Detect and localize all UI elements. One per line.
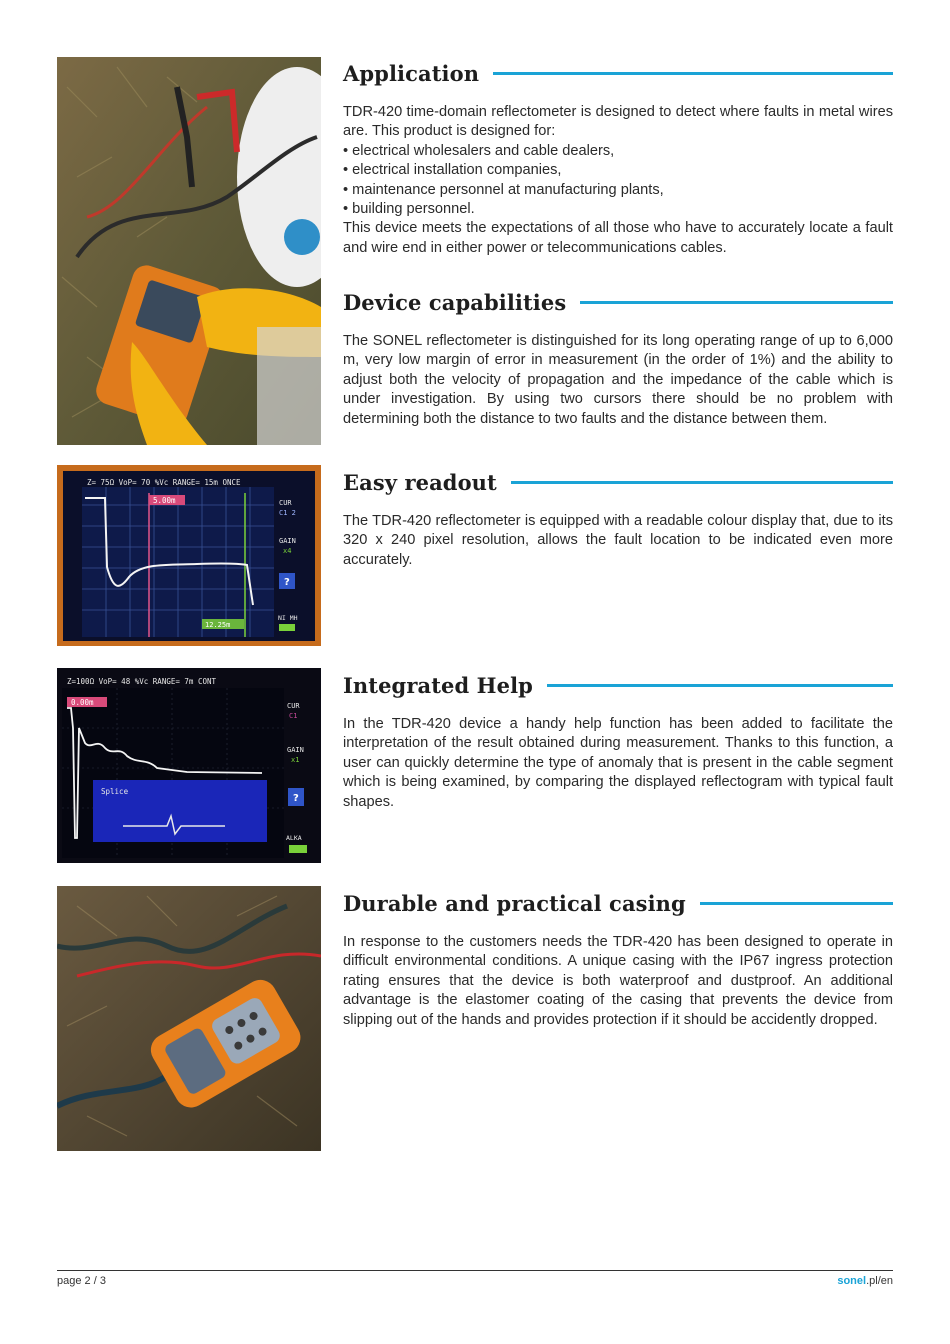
screen1-gain-label: GAIN — [279, 537, 296, 545]
readout-section — [343, 467, 893, 570]
screen1-header: Z= 75Ω VoP= 70 %Vc RANGE= 15m ONCE — [87, 478, 241, 487]
readout-body — [343, 512, 893, 570]
readout-heading-row — [343, 467, 893, 497]
application-bullet-list — [343, 142, 893, 220]
application-outro: This device meets the expectations of all those who have to accurately locate a fault and wire end in either power or telecommunications cables. — [343, 220, 893, 256]
application-intro: TDR-420 time-domain reflectometer is designed to detect where faults in metal wires are. This product is designed for: — [343, 104, 893, 140]
help-section — [343, 670, 893, 812]
field-measurement-photo — [57, 57, 321, 445]
casing-heading: Durable and practical casing — [343, 890, 686, 916]
casing-section — [343, 888, 893, 1030]
application-heading-row — [343, 58, 893, 88]
screen2-cur-label: CUR — [287, 702, 300, 710]
screen2-help-icon: ? — [293, 793, 299, 804]
heading-rule — [511, 481, 893, 484]
list-item: • electrical installation companies, — [343, 161, 893, 180]
screen1-bottom-value: 12.25m — [205, 621, 231, 629]
help-heading: Integrated Help — [343, 672, 533, 698]
list-item: • electrical wholesalers and cable dealers, — [343, 142, 893, 161]
casing-heading-row — [343, 888, 893, 918]
footer-divider — [57, 1270, 893, 1271]
list-item: • building personnel. — [343, 200, 893, 219]
screen1-help-icon: ? — [284, 577, 290, 588]
website-link[interactable] — [837, 1275, 893, 1287]
screen2-header: Z=100Ω VoP= 48 %Vc RANGE= 7m CONT — [67, 677, 217, 686]
screen1-cur-label: CUR — [279, 499, 292, 507]
device-on-ground-photo — [57, 886, 321, 1151]
screen2-battery-label: ALKA — [286, 834, 302, 842]
casing-text: In response to the customers needs the TDR-420 has been designed to operate in difficult environmental conditions. A unique casing with the IP67 ingress protection rating ensures that the device is both waterproof and dustproof. An additional advantage is the elastomer coating of the casing that prevents the device from slipping out of the hands and provides protection if it should be accidently dropped. — [343, 934, 893, 1028]
screen1-cursor-label: C1 2 — [279, 509, 296, 517]
screen2-help-label: Splice — [101, 787, 129, 796]
screen1-battery-label: NI MH — [278, 614, 298, 622]
page-number: page 2 / 3 — [57, 1275, 106, 1287]
heading-rule — [547, 684, 893, 687]
application-section — [343, 58, 893, 258]
readout-heading: Easy readout — [343, 469, 497, 495]
help-body — [343, 715, 893, 812]
casing-body — [343, 933, 893, 1030]
heading-rule — [493, 72, 893, 75]
heading-rule — [700, 902, 893, 905]
screen2-cursor-value: 0.00m — [71, 698, 94, 707]
capabilities-heading: Device capabilities — [343, 289, 567, 315]
list-item: • maintenance personnel at manufacturing plants, — [343, 181, 893, 200]
help-heading-row — [343, 670, 893, 700]
screen2-gain-value: x1 — [291, 756, 300, 764]
website-brand: sonel — [837, 1275, 867, 1287]
help-text: In the TDR-420 device a handy help function has been added to facilitate the interpretation of the result obtained during measurement. Thanks to this function, a user can quickly determine the type of anomaly that is present in the cable segment which is being examined, by comparing the displayed reflectogram with typical fault shapes. — [343, 716, 893, 810]
website-suffix: .pl/en — [866, 1275, 893, 1287]
capabilities-text: The SONEL reflectometer is distinguished for its long operating range of up to 6,000 m, very low margin of error in measurement (in the order of 1%) and the ability to adjust both the velocity of propagation and the impedance of the cable which is under investigation. By using two cursors there should be no problem with determining both the distance to two faults and the distance between them. — [343, 333, 893, 427]
capabilities-body — [343, 332, 893, 429]
reflectogram-display-photo — [57, 465, 321, 646]
capabilities-section — [343, 287, 893, 429]
screen1-cursor-value: 5.00m — [153, 496, 176, 505]
screen1-gain-value: x4 — [283, 547, 292, 555]
application-body — [343, 103, 893, 258]
heading-rule — [580, 301, 893, 304]
help-display-photo — [57, 668, 321, 863]
screen2-cursor-label: C1 — [289, 712, 298, 720]
readout-text: The TDR-420 reflectometer is equipped with a readable colour display that, due to its 320 x 240 pixel resolution, allows the fault location to be indicated even more accurately. — [343, 513, 893, 568]
capabilities-heading-row — [343, 287, 893, 317]
application-heading: Application — [343, 60, 480, 86]
screen2-gain-label: GAIN — [287, 746, 304, 754]
